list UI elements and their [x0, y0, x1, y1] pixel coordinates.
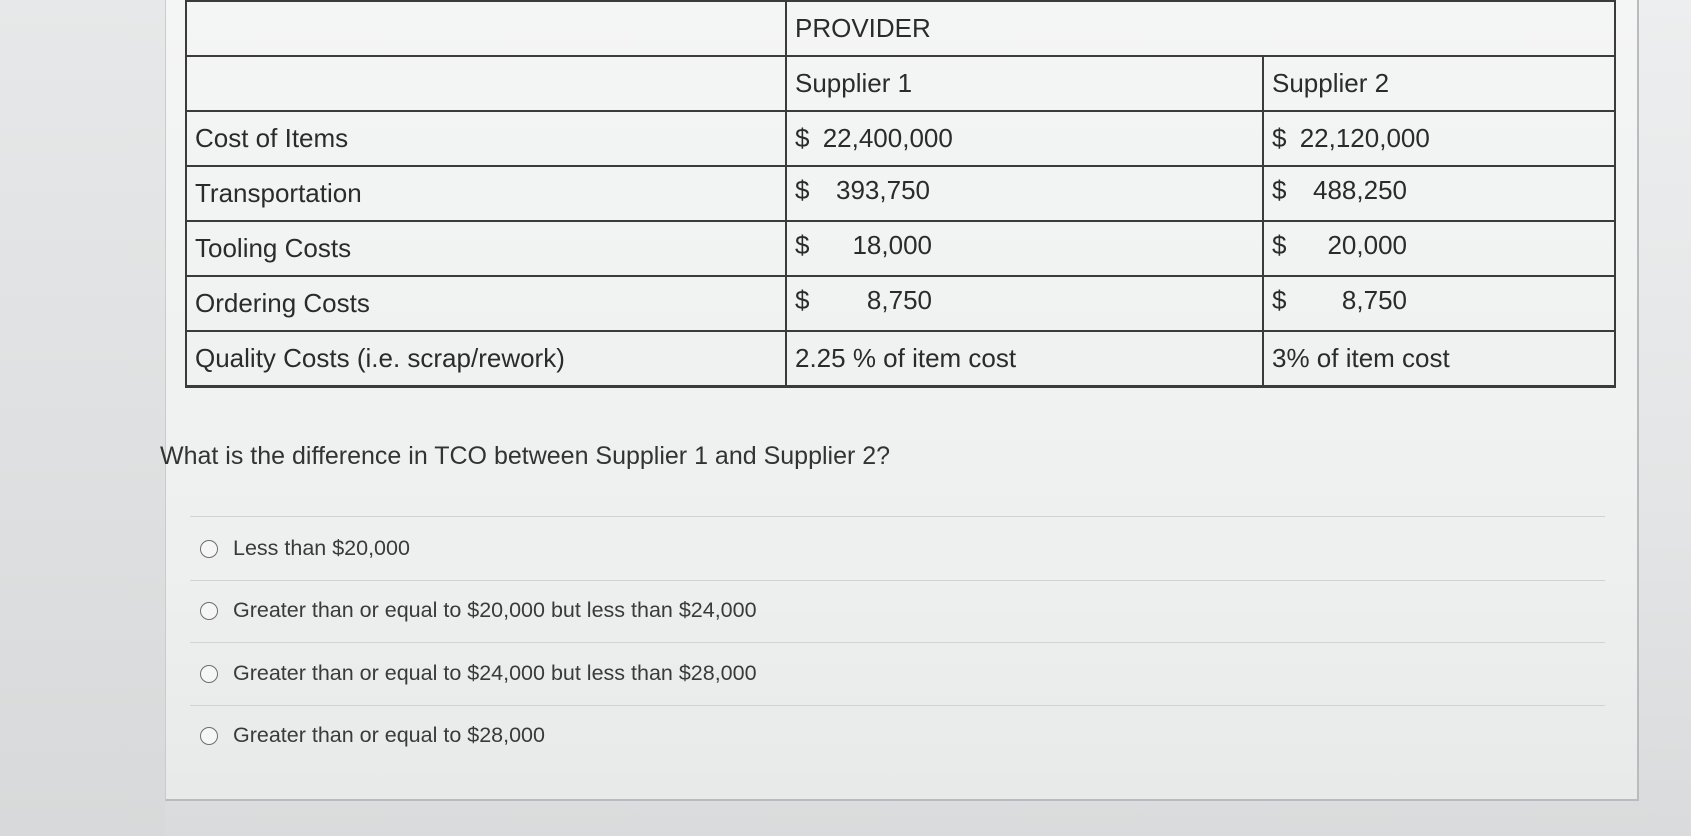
amount: 20,000: [1327, 229, 1407, 260]
question-text: What is the difference in TCO between Supplier 1 and Supplier 2?: [160, 442, 891, 470]
amount: 488,250: [1313, 174, 1407, 205]
supplier1-value: [786, 166, 1263, 221]
option-label: Greater than or equal to $20,000 but less than $24,000: [233, 598, 757, 622]
row-label: Quality Costs (i.e. scrap/rework): [186, 331, 786, 386]
currency-symbol: $: [795, 174, 810, 205]
currency-symbol: $: [1272, 229, 1287, 260]
supplier1-value: [786, 221, 1263, 276]
table-corner-cell: [186, 1, 786, 56]
divider: [190, 580, 1605, 581]
table-row: [186, 111, 1615, 166]
option-label: Greater than or equal to $28,000: [233, 723, 545, 747]
provider-header: PROVIDER: [786, 1, 1615, 56]
answer-option[interactable]: [200, 723, 545, 748]
currency-symbol: $: [795, 284, 810, 315]
supplier2-value: [1263, 166, 1615, 221]
supplier2-header: Supplier 2: [1263, 56, 1615, 111]
tco-table: [185, 0, 1616, 388]
table-row: [186, 221, 1615, 276]
option-label: Less than $20,000: [233, 536, 410, 560]
supplier1-value: [786, 111, 1263, 166]
answer-option[interactable]: [200, 598, 757, 623]
option-label: Greater than or equal to $24,000 but less than $28,000: [233, 661, 757, 685]
table-empty-cell: [186, 56, 786, 111]
supplier1-value: [786, 276, 1263, 331]
amount: 8,750: [1341, 284, 1407, 315]
radio-button[interactable]: [200, 727, 218, 745]
currency-symbol: $: [1272, 174, 1287, 205]
supplier1-header: Supplier 1: [786, 56, 1263, 111]
divider: [190, 705, 1605, 706]
row-label: Ordering Costs: [186, 276, 786, 331]
radio-button[interactable]: [200, 540, 218, 558]
currency-symbol: $: [795, 229, 810, 260]
supplier2-value: [1263, 221, 1615, 276]
divider: [190, 516, 1605, 517]
table-supplier-row: [186, 56, 1615, 111]
table-row: [186, 166, 1615, 221]
currency-symbol: $: [1272, 284, 1287, 315]
background: [0, 0, 165, 836]
answer-option[interactable]: [200, 661, 757, 686]
amount: 393,750: [836, 174, 930, 205]
row-label: Transportation: [186, 166, 786, 221]
supplier2-value: [1263, 111, 1615, 166]
row-label: Tooling Costs: [186, 221, 786, 276]
row-label: Cost of Items: [186, 111, 786, 166]
supplier2-value: 3% of item cost: [1263, 331, 1615, 386]
table-header-row: [186, 1, 1615, 56]
radio-button[interactable]: [200, 665, 218, 683]
radio-button[interactable]: [200, 602, 218, 620]
amount: 8,750: [866, 284, 932, 315]
table-row: [186, 331, 1615, 386]
amount: 22,400,000: [822, 123, 953, 153]
supplier2-value: [1263, 276, 1615, 331]
table-row: [186, 276, 1615, 331]
currency-symbol: $: [1272, 123, 1287, 153]
amount: 18,000: [852, 229, 932, 260]
answer-option[interactable]: [200, 536, 410, 561]
amount: 22,120,000: [1299, 123, 1430, 153]
supplier1-value: 2.25 % of item cost: [786, 331, 1263, 386]
currency-symbol: $: [795, 123, 810, 153]
divider: [190, 642, 1605, 643]
